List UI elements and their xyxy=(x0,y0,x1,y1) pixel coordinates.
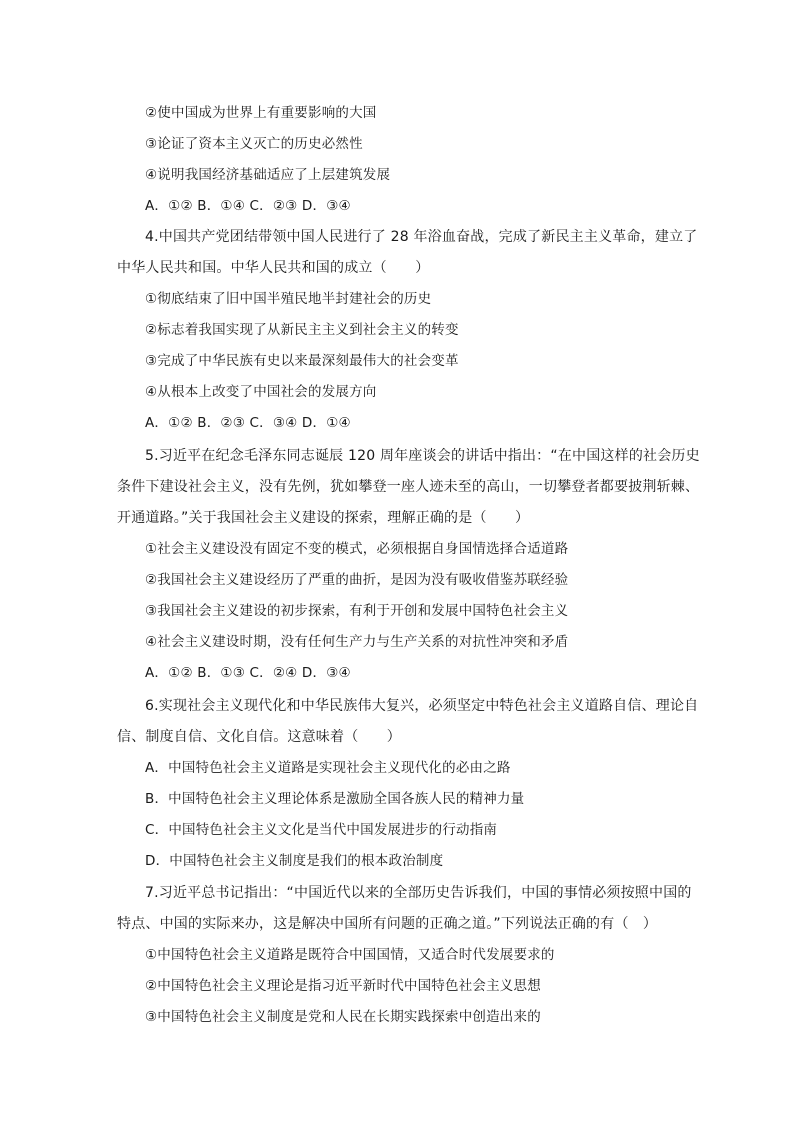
q7-option-3: ③中国特色社会主义制度是党和人民在长期实践探索中创造出来的 xyxy=(145,1009,541,1025)
q6-option-b: B．中国特色社会主义理论体系是激励全国各族人民的精神力量 xyxy=(145,791,525,807)
q5-option-4: ④社会主义建设时期，没有任何生产力与生产关系的对抗性冲突和矛盾 xyxy=(145,634,569,650)
q5-option-2: ②我国社会主义建设经历了严重的曲折，是因为没有吸收借鉴苏联经验 xyxy=(145,572,569,588)
q5-option-3: ③我国社会主义建设的初步探索，有利于开创和发展中国特色社会主义 xyxy=(145,603,569,619)
q5-stem-line-2: 条件下建设社会主义，没有先例，犹如攀登一座人迹未至的高山，一切攀登者都要披荆斩棘、 xyxy=(117,479,700,495)
q3-option-2: ②使中国成为世界上有重要影响的大国 xyxy=(145,105,377,121)
q4-option-3: ③完成了中华民族有史以来最深刻最伟大的社会变革 xyxy=(145,353,459,369)
q7-stem-line-2: 特点、中国的实际来办，这是解决中国所有问题的正确之道。”下列说法正确的有（ ） xyxy=(117,916,658,932)
q3-option-3: ③论证了资本主义灭亡的历史必然性 xyxy=(145,136,363,152)
q7-option-2: ②中国特色社会主义理论是指习近平新时代中国特色社会主义思想 xyxy=(145,978,541,994)
q4-option-2: ②标志着我国实现了从新民主主义到社会主义的转变 xyxy=(145,322,459,338)
q7-stem-line-1: 7.习近平总书记指出：“中国近代以来的全部历史告诉我们，中国的事情必须按照中国的 xyxy=(145,885,692,901)
q5-answer-choices: A．①② B．①③ C．②④ D．③④ xyxy=(145,665,351,681)
q5-option-1: ①社会主义建设没有固定不变的模式，必须根据自身国情选择合适道路 xyxy=(145,541,569,557)
q6-option-d: D．中国特色社会主义制度是我们的根本政治制度 xyxy=(145,853,444,869)
q4-option-1: ①彻底结束了旧中国半殖民地半封建社会的历史 xyxy=(145,291,432,307)
q3-option-4: ④说明我国经济基础适应了上层建筑发展 xyxy=(145,167,391,183)
q4-option-4: ④从根本上改变了中国社会的发展方向 xyxy=(145,384,377,400)
q4-answer-choices: A．①② B．②③ C．③④ D．①④ xyxy=(145,415,351,431)
q5-stem-line-3: 开通道路。”关于我国社会主义建设的探索，理解正确的是（ ） xyxy=(117,510,530,526)
q7-option-1: ①中国特色社会主义道路是既符合中国国情，又适合时代发展要求的 xyxy=(145,947,555,963)
q4-stem-line-2: 中华人民共和国。中华人民共和国的成立（ ） xyxy=(117,260,430,276)
q5-stem-line-1: 5.习近平在纪念毛泽东同志诞辰 120 周年座谈会的讲话中指出：“在中国这样的社会历史 xyxy=(145,448,700,464)
q6-option-a: A．中国特色社会主义道路是实现社会主义现代化的必由之路 xyxy=(145,760,511,776)
q6-option-c: C．中国特色社会主义文化是当代中国发展进步的行动指南 xyxy=(145,822,498,838)
q3-answer-choices: A．①② B．①④ C．②③ D．③④ xyxy=(145,198,351,214)
q6-stem-line-2: 信、制度自信、文化自信。这意味着（ ） xyxy=(117,729,401,745)
q4-stem-line-1: 4.中国共产党团结带领中国人民进行了 28 年浴血奋战，完成了新民主主义革命，建立了 xyxy=(145,229,698,245)
q6-stem-line-1: 6.实现社会主义现代化和中华民族伟大复兴，必须坚定中特色社会主义道路自信、理论自 xyxy=(145,698,699,714)
